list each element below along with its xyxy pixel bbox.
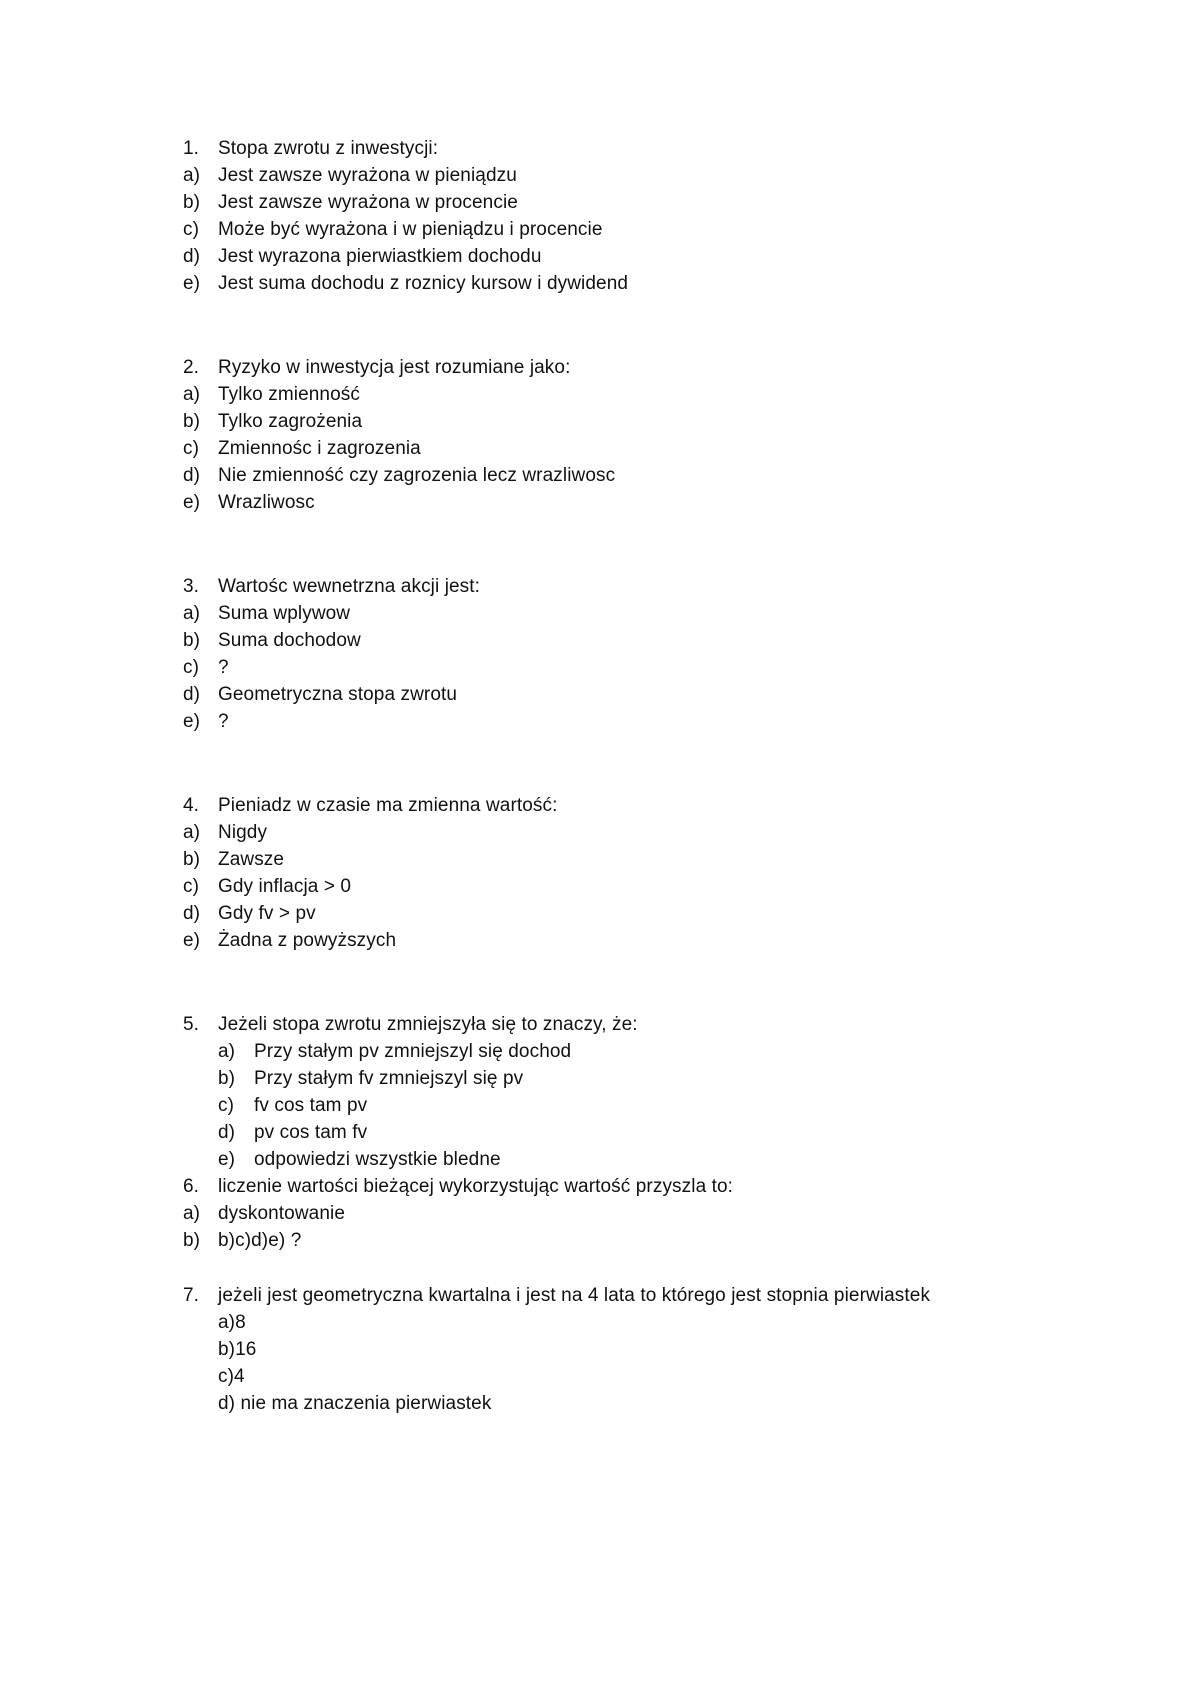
- option-text: c)4: [218, 1366, 245, 1387]
- option-text: Tylko zagrożenia: [218, 411, 363, 432]
- question-text: Wartośc wewnetrzna akcji jest:: [218, 576, 481, 597]
- option-label: e): [183, 930, 201, 951]
- option-label: e): [183, 273, 201, 294]
- option-text: Nie zmienność czy zagrozenia lecz wrazliwosc: [218, 465, 616, 486]
- question-number: 2.: [183, 357, 200, 378]
- option-label: a): [183, 165, 201, 186]
- option-label: b): [183, 630, 201, 651]
- option-text: dyskontowanie: [218, 1203, 345, 1224]
- question-number: 3.: [183, 576, 200, 597]
- question-number: 1.: [183, 138, 200, 159]
- option-text: b)c)d)e) ?: [218, 1230, 302, 1251]
- option-label: c): [183, 438, 200, 459]
- question-number: 5.: [183, 1014, 200, 1035]
- option-label: a): [183, 1203, 201, 1224]
- option-text: Suma dochodow: [218, 630, 361, 651]
- option-text: Geometryczna stopa zwrotu: [218, 684, 458, 705]
- option-label: e): [183, 711, 201, 732]
- question-text: Stopa zwrotu z inwestycji:: [218, 138, 439, 159]
- option-label: d): [183, 903, 201, 924]
- option-label: c): [218, 1095, 235, 1116]
- option-label: d): [218, 1122, 236, 1143]
- option-text: b)16: [218, 1339, 257, 1360]
- option-label: a): [183, 603, 201, 624]
- option-label: a): [183, 384, 201, 405]
- question-number: 4.: [183, 795, 200, 816]
- option-text: ?: [218, 657, 229, 678]
- option-label: b): [218, 1068, 236, 1089]
- option-label: a): [183, 822, 201, 843]
- option-text: Tylko zmienność: [218, 384, 360, 405]
- question-text: liczenie wartości bieżącej wykorzystując wartość przyszla to:: [218, 1176, 734, 1197]
- question-text: Ryzyko w inwestycja jest rozumiane jako:: [218, 357, 571, 378]
- option-text: Wrazliwosc: [218, 492, 315, 513]
- question-number: 7.: [183, 1285, 200, 1306]
- question-number: 6.: [183, 1176, 200, 1197]
- option-label: c): [183, 876, 200, 897]
- option-label: c): [183, 657, 200, 678]
- option-label: d): [183, 465, 201, 486]
- option-text: Może być wyrażona i w pieniądzu i procencie: [218, 219, 603, 240]
- question-text: jeżeli jest geometryczna kwartalna i jest na 4 lata to którego jest stopnia pierwiastek: [218, 1285, 931, 1306]
- option-text: Przy stałym pv zmniejszyl się dochod: [254, 1041, 572, 1062]
- option-text: Zawsze: [218, 849, 285, 870]
- question-text: Jeżeli stopa zwrotu zmniejszyła się to znaczy, że:: [218, 1014, 638, 1035]
- option-text: odpowiedzi wszystkie bledne: [254, 1149, 501, 1170]
- option-label: d): [183, 684, 201, 705]
- option-text: Jest suma dochodu z roznicy kursow i dywidend: [218, 273, 629, 294]
- option-text: Suma wplywow: [218, 603, 351, 624]
- option-text: Zmiennośc i zagrozenia: [218, 438, 421, 459]
- option-label: e): [183, 492, 201, 513]
- option-text: Nigdy: [218, 822, 268, 843]
- option-text: Jest wyrazona pierwiastkiem dochodu: [218, 246, 542, 267]
- option-label: c): [183, 219, 200, 240]
- option-label: d): [183, 246, 201, 267]
- option-text: Przy stałym fv zmniejszyl się pv: [254, 1068, 524, 1089]
- option-text: Żadna z powyższych: [218, 930, 397, 951]
- option-label: b): [183, 192, 201, 213]
- option-text: Gdy fv > pv: [218, 903, 316, 924]
- option-text: Gdy inflacja > 0: [218, 876, 352, 897]
- option-text: Jest zawsze wyrażona w pieniądzu: [218, 165, 517, 186]
- option-text: ?: [218, 711, 229, 732]
- option-text: pv cos tam fv: [254, 1122, 368, 1143]
- option-text: fv cos tam pv: [254, 1095, 368, 1116]
- option-label: e): [218, 1149, 236, 1170]
- option-text: Jest zawsze wyrażona w procencie: [218, 192, 518, 213]
- option-text: d) nie ma znaczenia pierwiastek: [218, 1393, 492, 1414]
- option-label: b): [183, 849, 201, 870]
- option-text: a)8: [218, 1312, 246, 1333]
- option-label: b): [183, 411, 201, 432]
- question-text: Pieniadz w czasie ma zmienna wartość:: [218, 795, 558, 816]
- option-label: a): [218, 1041, 236, 1062]
- option-label: b): [183, 1230, 201, 1251]
